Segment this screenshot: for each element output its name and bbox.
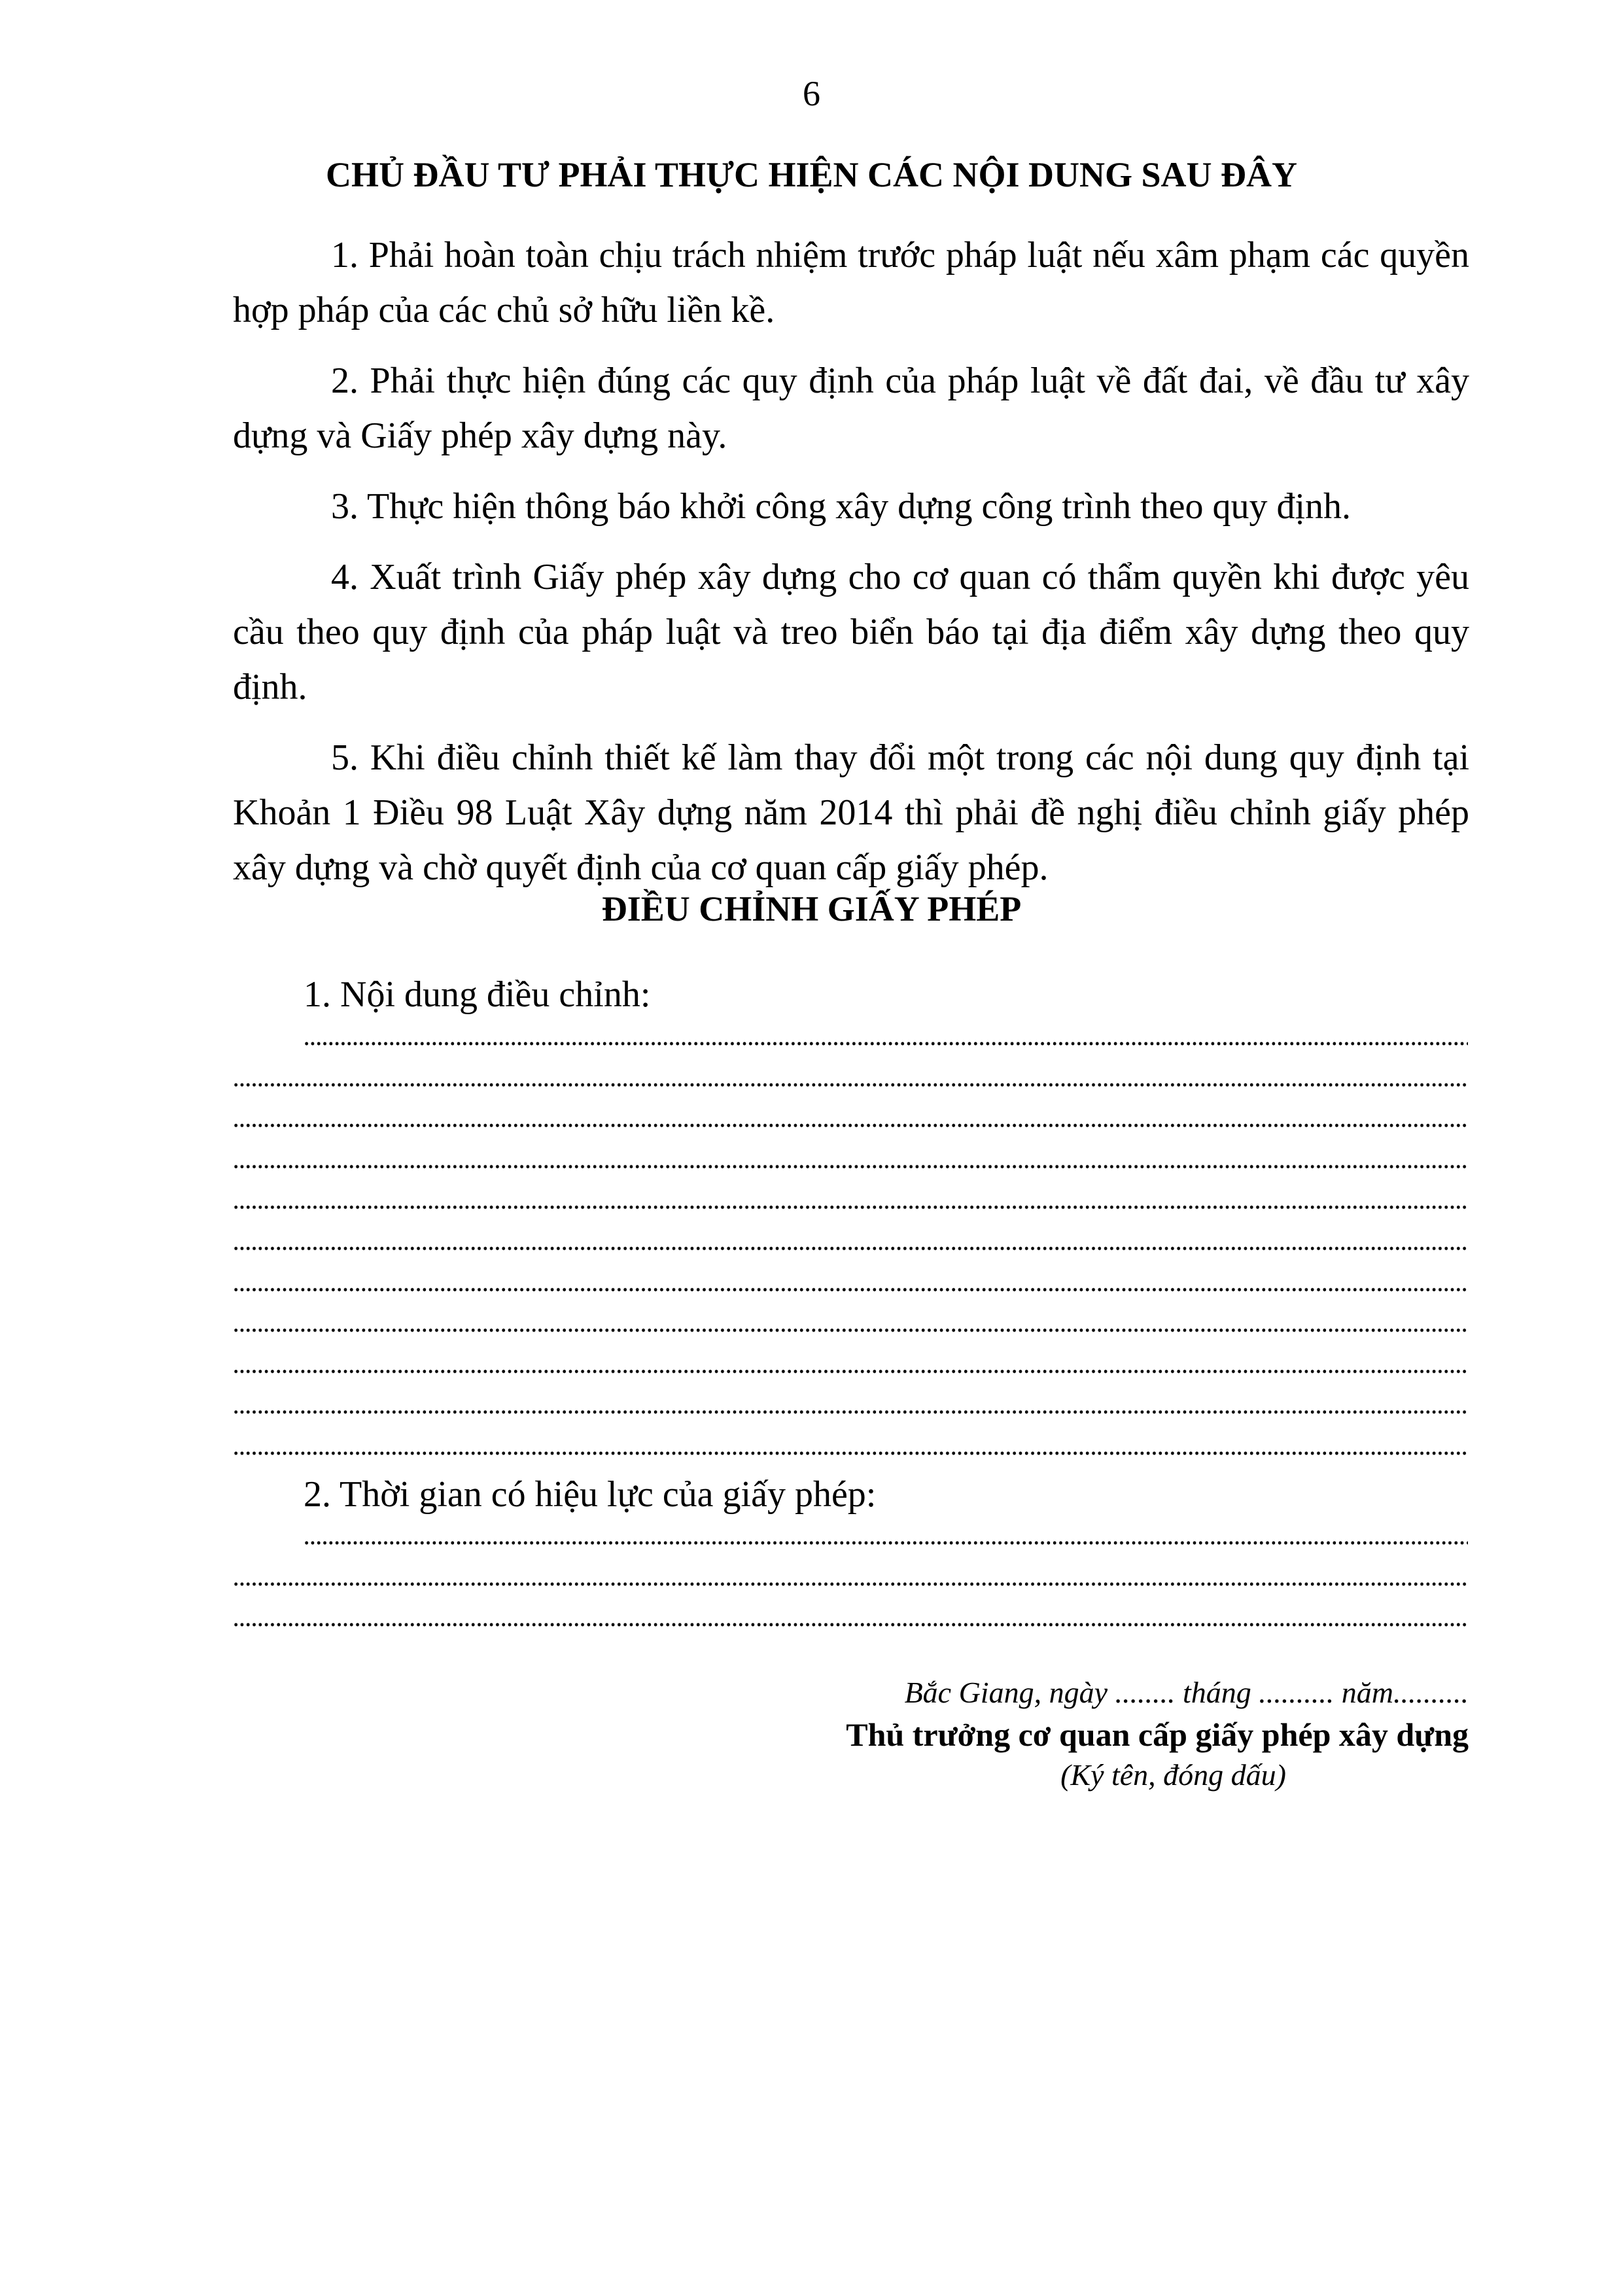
dotted-line[interactable] [233, 1246, 1468, 1250]
adjustment-section-title: ĐIỀU CHỈNH GIẤY PHÉP [601, 889, 1022, 928]
obligation-item: 2. Phải thực hiện đúng các quy định của pháp luật về đất đai, về đầu tư xây dựng và Giấy phép xây dựng này. [233, 361, 1469, 456]
obligation-item: 4. Xuất trình Giấy phép xây dựng cho cơ quan có thẩm quyền khi được yêu cầu theo quy định của pháp luật và treo biển báo tại địa điểm xây dựng theo quy định. [233, 557, 1469, 707]
dotted-line[interactable] [233, 1205, 1468, 1209]
dotted-line[interactable] [233, 1165, 1468, 1169]
signature-title: Thủ trưởng cơ quan cấp giấy phép xây dựng [846, 1716, 1469, 1753]
dotted-line[interactable] [233, 1451, 1468, 1455]
dotted-line[interactable] [304, 1042, 1468, 1046]
signature-note: (Ký tên, đóng dấu) [1060, 1758, 1286, 1792]
signature-place-date: Bắc Giang, ngày ........ tháng .......... năm.......... [904, 1676, 1469, 1709]
obligation-item: 3. Thực hiện thông báo khởi công xây dựng công trình theo quy định. [331, 486, 1352, 527]
dotted-line[interactable] [233, 1288, 1468, 1292]
obligations-list [233, 228, 1469, 895]
dotted-line[interactable] [233, 1123, 1468, 1127]
obligation-item: 5. Khi điều chỉnh thiết kế làm thay đổi một trong các nội dung quy định tại Khoản 1 Điều 98 Luật Xây dựng năm 2014 thì phải đề nghị điều chỉnh giấy phép xây dựng và chờ quyết định của cơ quan cấp giấy phép. [233, 737, 1469, 888]
dotted-line[interactable] [233, 1582, 1468, 1586]
obligation-item: 1. Phải hoàn toàn chịu trách nhiệm trước pháp luật nếu xâm phạm các quyền hợp pháp của các chủ sở hữu liền kề. [233, 235, 1469, 330]
dotted-line[interactable] [233, 1083, 1468, 1087]
dotted-line[interactable] [233, 1623, 1468, 1627]
dotted-line[interactable] [233, 1369, 1468, 1373]
dotted-line[interactable] [233, 1410, 1468, 1414]
page-title: CHỦ ĐẦU TƯ PHẢI THỰC HIỆN CÁC NỘI DUNG SAU ĐÂY [325, 155, 1298, 194]
page-number: 6 [803, 74, 820, 113]
content-label: 1. Nội dung điều chỉnh: [304, 974, 651, 1015]
dotted-line[interactable] [304, 1541, 1468, 1545]
validity-label: 2. Thời gian có hiệu lực của giấy phép: [304, 1474, 877, 1515]
dotted-line[interactable] [233, 1328, 1468, 1332]
